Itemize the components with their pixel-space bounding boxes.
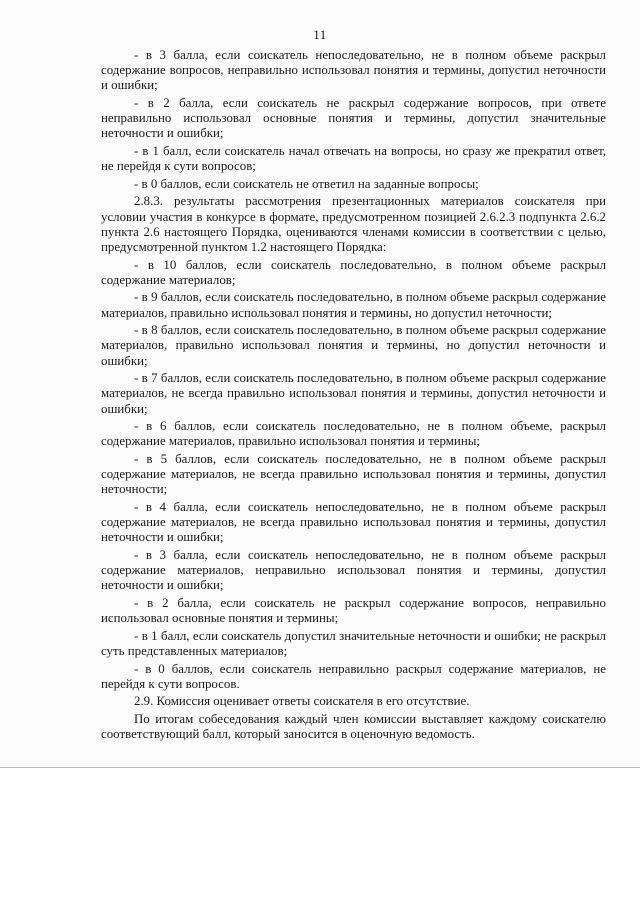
paragraph: - в 8 баллов, если соискатель последовательно, в полном объеме раскрыл содержание материалов, правильно использовал понятия и термины, но допустил неточности и ошибки;	[101, 323, 606, 368]
paragraph: - в 4 балла, если соискатель непоследовательно, не в полном объеме раскрыл содержание материалов, не всегда правильно использовал понятия и термины, допустил неточности и ошибки;	[101, 499, 606, 545]
paragraph: 2.8.3. результаты рассмотрения презентационных материалов соискателя при условии участия в конкурсе в формате, предусмотренном позицией 2.6.2.3 подпункта 2.6.2 пункта 2.6 настоящего Порядка, оцениваются членами комиссии в соответствии с целью, предусмотренной пунктом 1.2 настоящего Порядка:	[101, 194, 606, 254]
paragraph: - в 5 баллов, если соискатель последовательно, не в полном объеме раскрыл содержание материалов, не всегда правильно использовал понятия и термины, допустил неточности;	[101, 451, 606, 497]
paragraph: - в 0 баллов, если соискатель не ответил на заданные вопросы;	[134, 176, 479, 191]
paragraph: - в 3 балла, если соискатель непоследовательно, не в полном объеме раскрыл содержание вопросов, неправильно использовал понятия и термины, допустил неточности и ошибки;	[101, 48, 606, 93]
paragraph: - в 7 баллов, если соискатель последовательно, в полном объеме раскрыл содержание материалов, не всегда правильно использовал понятия и термины, допустил неточности и ошибки;	[101, 371, 606, 416]
paragraph: - в 2 балла, если соискатель не раскрыл содержание вопросов, неправильно использовал основные понятия и термины;	[101, 595, 606, 626]
paragraph: 2.9. Комиссия оценивает ответы соискателя в его отсутствие.	[134, 694, 470, 709]
paragraph: - в 10 баллов, если соискатель последовательно, в полном объеме раскрыл содержание материалов;	[101, 257, 606, 287]
paragraph: - в 1 балл, если соискатель начал отвечать на вопросы, но сразу же прекратил ответ, не перейдя к сути вопросов;	[101, 144, 606, 174]
paragraph: - в 0 баллов, если соискатель неправильно раскрыл содержание материалов, не перейдя к сути вопросов.	[101, 661, 606, 691]
document-body	[101, 48, 606, 742]
paragraph: - в 1 балл, если соискатель допустил значительные неточности и ошибки; не раскрыл суть представленных материалов;	[101, 628, 606, 658]
paragraph: - в 3 балла, если соискатель непоследовательно, не в полном объеме раскрыл содержание материалов, неправильно использовал понятия и термины, допустил неточности и ошибки;	[101, 547, 606, 593]
paragraph: - в 6 баллов, если соискатель последовательно, не в полном объеме, раскрыл содержание материалов, правильно использовал понятия и термины;	[101, 419, 606, 449]
paragraph: По итогам собеседования каждый член комиссии выставляет каждому соискателю соответствующий балл, который заносится в оценочную ведомость.	[101, 711, 606, 742]
paragraph: - в 9 баллов, если соискатель последовательно, в полном объеме раскрыл содержание материалов, правильно использовал понятия и термины, но допустил неточности;	[101, 290, 606, 320]
paragraph: - в 2 балла, если соискатель не раскрыл содержание вопросов, при ответе неправильно использовал основные понятия и термины, допустил значительные неточности и ошибки;	[101, 96, 606, 141]
page-number: 11	[313, 27, 327, 42]
